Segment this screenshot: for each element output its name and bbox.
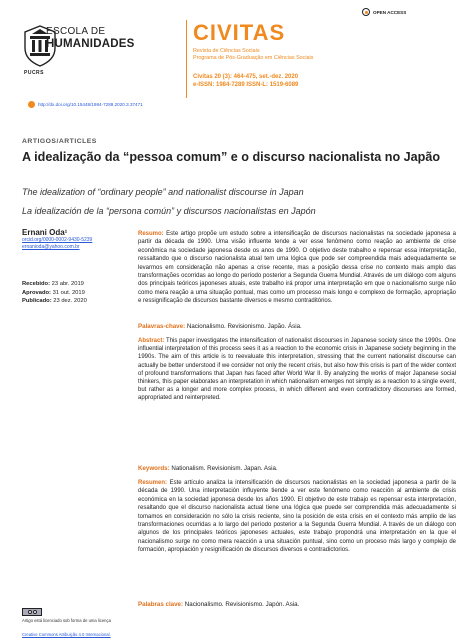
received-value: 23 abr. 2019 [51, 281, 84, 287]
school-name [46, 26, 134, 50]
abstract-pt-text: Este artigo propõe um estudo sobre a intensificação de discursos nacionalistas na sociedade japonesa a partir da década de 1990. Uma visão influente tende a ver esse fenômeno como reação ao ambiente de crise econômica na sociedade japonesa desde os anos de 1990. O objetivo deste trabalho e repensar essa interpretação, ressaltando que o discurso nacionalista atual tem uma lógica que pode ser compreendida mais adequadamente se levarmos em consideração não apenas a crise recente, mas a posição dessa crise no contexto mais amplo das transformações ocorridas ao longo do período posterior a Segunda Guerra Mundial. Através de um diálogo com alguns dos principais teóricos japoneses atuais, este trabalho irá propor uma interpretação em que o nacionalismo surge não como mera reação a uma situação pontual, mas como um processo mais longo e complexo de formação, apropriação e ressignificação de discursos bastante diversos e mesmo contraditórios. [138, 231, 456, 304]
approved-label: Aprovado: [22, 289, 51, 296]
received-label: Recebido: [22, 281, 51, 287]
keywords-es-label: Palabras clave: [138, 601, 184, 608]
abstract-en-text: This paper investigates the intensification of nationalist discourses in Japanese society since the 1990s. One influential interpretation of this process sees it as a reaction to the economic crisis in Japanese society beginning in the 1990s. The aim of this article is to reevaluate this interpretation, stressing that the current nationalist discourse can actually be better understood if we consider not only the recent crisis, but also how this crisis is part of the wider context of profound transformations that Japan has faced after World War II. By analyzing the works of major Japanese social thinkers, this paper elaborates an interpretation in which nationalism emerges not simply as a reaction to a single event, but rather as a longer and more complex process, in which different and even contradictory discourses are formed, appropriated and reinterpreted. [138, 338, 456, 402]
license-block [22, 608, 132, 641]
keywords-es-text: Nacionalismo. Revisionismo. Japón. Asia. [184, 601, 300, 608]
abstract-pt-label: Resumo: [138, 231, 164, 237]
abstract-en-label: Abstract: [138, 338, 165, 344]
keywords-en [138, 465, 456, 472]
keywords-pt [138, 323, 456, 330]
keywords-en-text: Nationalism. Revisionism. Japan. Asia. [171, 465, 278, 472]
author-block [22, 228, 130, 251]
keywords-es [138, 601, 456, 608]
section-label: ARTIGOS/ARTICLES [22, 138, 97, 145]
abstract-es-label: Resumen: [138, 480, 168, 486]
published-label: Publicado: [22, 298, 52, 305]
article-title-en: The idealization of “ordinary people” and nationalist discourse in Japan [22, 187, 304, 197]
received-date [22, 280, 87, 289]
school-line1: ESCOLA DE [46, 26, 106, 37]
school-line2: HUMANIDADES [46, 38, 135, 50]
journal-subtitle: Revista de Ciências Sociais [193, 48, 260, 54]
doi-link[interactable] [28, 101, 143, 108]
journal-info [193, 22, 463, 89]
license-line1: Artigo está licenciado sob forma de uma licença [22, 618, 111, 623]
abstract-en [138, 337, 456, 403]
author-name: Ernani Oda¹ [22, 228, 68, 237]
journal-header [0, 0, 471, 120]
journal-issn: e-ISSN: 1984-7289 ISSN-L: 1519-6089 [193, 82, 299, 88]
journal-program: Programa de Pós-Graduação em Ciências Sociais [193, 55, 314, 61]
published-value: 23 dez. 2020 [53, 298, 87, 305]
open-access-icon [362, 8, 370, 16]
doi-icon [28, 101, 35, 108]
open-access-badge [362, 8, 406, 16]
approved-date [22, 289, 87, 298]
abstract-es-text: Este artículo analiza la intensificación de discursos nacionalistas en la sociedad japonesa a partir de la década de 1990. Una interpretación influyente tiende a ver este fenómeno como reacción al ambiente de crisis económica en la sociedad japonesa desde los años 1990. El objetivo de este trabajo es repensar esta interpretación, resaltando que el discurso nacionalista actual tiene una lógica que puede ser comprendida más adecuadamente si tomamos en consideración no sólo la crisis reciente, sino la posición de esta crisis en el contexto más amplio de las transformaciones ocurridas a lo largo del período posterior a la Segunda Guerra Mundial. A través de un diálogo con algunos de los principales teóricos japoneses actuales, este trabajo propondrá una interpretación en la que el nacionalismo surge no como mera reacción a una situación puntual, sino como un proceso más largo y complejo de formación, apropiación y resignificación de discursos diversos e contradictorios. [138, 480, 456, 553]
article-title-es: La idealización de la “persona común” y discursos nacionalistas en Japón [22, 206, 316, 216]
published-date [22, 297, 87, 306]
doi-text: http://dx.doi.org/10.15448/1984-7289.2020.3.37471 [38, 102, 143, 107]
article-title: A idealização da “pessoa comum” e o discurso nacionalista no Japão [22, 150, 441, 164]
open-access-label: OPEN ACCESS [373, 9, 407, 15]
license-link[interactable]: Creative Commons Atribuição 4.0 Internacional. [22, 632, 111, 637]
keywords-pt-text: Nacionalismo. Revisionismo. Japão. Ásia. [186, 323, 302, 330]
author-email-link[interactable]: ernanioda@yahoo.com.br [22, 244, 80, 250]
cc-by-icon [22, 608, 42, 616]
journal-name: CIVITAS [193, 20, 286, 45]
keywords-pt-label: Palavras-chave: [138, 323, 186, 330]
dates-block [22, 280, 87, 306]
approved-value: 31 out. 2019 [52, 289, 85, 296]
keywords-en-label: Keywords: [138, 465, 170, 472]
abstract-pt [138, 230, 456, 305]
header-divider [186, 20, 187, 98]
seal-caption: PUCRS [24, 70, 45, 76]
journal-volume: Civitas 20 (3): 464-475, set.-dez. 2020 [193, 74, 299, 80]
author-orcid-link[interactable]: orcid.org/0000-0002-9430-5239 [22, 237, 93, 243]
abstract-es [138, 479, 456, 554]
